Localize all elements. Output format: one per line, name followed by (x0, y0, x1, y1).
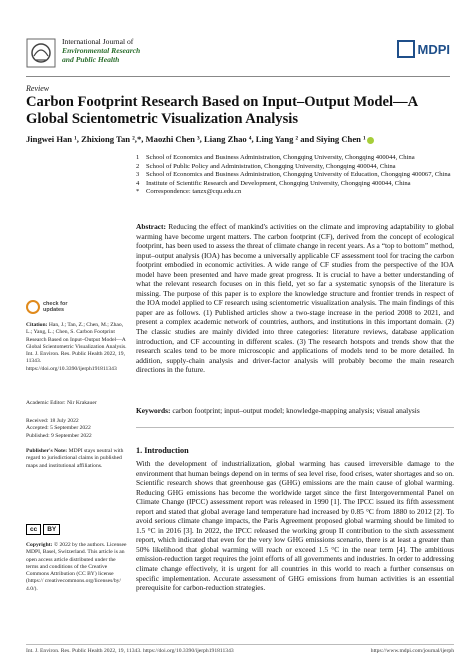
authors-text: Jingwei Han ¹, Zhixiong Tan ²,*, Maozhi Chen ³, Liang Zhao ⁴, Ling Yang ² and Siying Chen ¹ (26, 134, 366, 144)
correspondence: * Correspondence: tanzx@cqu.edu.cn (136, 188, 242, 196)
orcid-icon[interactable] (367, 137, 374, 144)
published-date: Published: 9 September 2022 (26, 432, 92, 439)
affiliations (136, 154, 456, 197)
mdpi-box-icon (397, 40, 415, 58)
footer-journal-link[interactable]: https://www.mdpi.com/journal/ijerph (370, 648, 454, 654)
received-date: Received: 18 July 2022 (26, 418, 79, 424)
citation: Citation: Han, J.; Tan, Z.; Chen, M.; Zhao, L.; Yang, L.; Chen, S. Carbon Footprint Research Based on Input–Output Model—A Global Scientometric Visualization Analysis. Int. J. Environ. Res. Public Health 2022, 19, 11343. https://doi.org/10.3390/ijerph191811343 (26, 322, 127, 372)
keywords-label: Keywords: (136, 406, 171, 415)
citation-text[interactable]: Han, J.; Tan, Z.; Chen, M.; Zhao, L.; Yang, L.; Chen, S. Carbon Footprint Research Based on Input–Output Model—A Global Scientometric Visualization Analysis. Int. J. Environ. Res. Public Health 2022, 19, 11343. https://doi.org/10.3390/ijerph191811343 (26, 322, 127, 372)
publisher-note: Publisher's Note: MDPI stays neutral with regard to jurisdictional claims in published maps and institutional affiliations. (26, 448, 124, 469)
footer-divider (26, 644, 454, 645)
affiliation-3: 3 School of Economics and Business Administration, Chongqing University of Education, Chongqing 400067, China (136, 171, 451, 179)
publisher-name: MDPI (417, 41, 450, 57)
by-icon: BY (43, 524, 60, 535)
intro-heading: 1. Introduction (136, 446, 189, 455)
footer-citation[interactable]: Int. J. Environ. Res. Public Health 2022, 19, 11343. https://doi.org/10.3390/ijerph191811343 (26, 648, 234, 654)
journal-logo (26, 38, 56, 68)
article-type: Review (26, 84, 50, 93)
copyright: Copyright: © 2022 by the authors. Licensee MDPI, Basel, Switzerland. This article is an open access article distributed under the terms and conditions of the Creative Commons Attribution (CC BY) license (https:// creativecommons.org/licenses/by/ 4.0/). (26, 542, 127, 592)
affiliation-1: 1 School of Economics and Business Administration, Chongqing University, Chongqing 400044, China (136, 154, 415, 161)
abstract-divider (136, 427, 454, 428)
author-list (26, 134, 456, 144)
check-updates-icon (26, 300, 40, 314)
journal-line-2: Environmental Research (62, 46, 141, 55)
academic-editor: Academic Editor: Nir Krakauer (26, 400, 97, 406)
affiliation-2: 2 School of Public Policy and Administration, Chongqing University, Chongqing 400044, China (136, 162, 396, 170)
intro-text: With the development of industrialization, global warming has caused irreversible damage to the environment that human beings depend on in terms of sea level rise, food crises, water shortages and so on. Scientific research shows that greenhouse gas (GHG) emissions are the main cause of global warming. Reducing GHG emissions has become the worldwide target since the first Intergovernmental Panel on Climate Change (IPCC) assessment report was released in 1990 [1]. The IPCC issued its fifth assessment report and stated that global average land temperature had increased by 0.85 °C from 1880 to 2012 [2]. To avoid serious climate change impacts, the Paris Agreement proposed global warming should be limited to 1.5 °C in 2016 [3]. In 2022, the IPCC released the working group II contribution to the sixth assessment report, which indicated that even for the very low GHG emissions scenario, there is at least a greater than 50% likelihood that global warming will reach or exceed 1.5 °C in the near term [4]. The ambitious emission-reduction target requires the joint efforts of all governments and industries. In order to addressing climate change effectively, it is urgent for all countries in this world to reach a further consensus on specific implementation. Accurate assessment of GHG emissions from human activities is an essential prerequisite for carbon-reduction strategies. (136, 459, 454, 593)
abstract-label: Abstract: (136, 222, 166, 231)
publication-dates (26, 418, 128, 440)
cc-by-badge[interactable] (26, 524, 60, 535)
header-divider (26, 76, 450, 77)
keywords (136, 406, 454, 416)
keywords-text: carbon footprint; input–output model; knowledge-mapping analysis; visual analysis (172, 406, 420, 415)
cc-icon: cc (26, 524, 41, 535)
page-footer (26, 648, 454, 654)
journal-name (62, 37, 140, 64)
article-title: Carbon Footprint Research Based on Input–Output Model—A Global Scientometric Visualization Analysis (26, 94, 418, 127)
publisher-logo (397, 40, 451, 58)
journal-line-1: International Journal of (62, 37, 134, 46)
abstract (136, 222, 454, 375)
check-for-updates[interactable]: check for updates (26, 300, 67, 314)
affiliation-4: 4 Institute of Scientific Research and Development, Chongqing University, Chongqing 400044, China (136, 179, 411, 187)
accepted-date: Accepted: 5 September 2022 (26, 425, 91, 432)
abstract-text: Reducing the effect of mankind's activities on the climate and improving adaptability to global warming have become urgent matters. The carbon footprint (CF), derived from the concept of ecological footprint, has been used to assess the threat of climate change in recent years. As a “top to bottom” method, input–output analysis (IOA) has become a universally applicable CF assessment tool for tracing the carbon footprint embodied in economic activities. A wide range of CF studies from the perspective of the IOA model have been presented and have made great progress. It is crucial to have a better understanding of what the relevant research focuses on in this field, yet so far a systematic synopsis of the literature is missing. The purpose of this paper is to explore the knowledge structure and frontier trends in respect of the IOA model applied to CF research using scientometric visualization analysis. The main findings of this paper are as follows. (1) Published articles show a two-stage increase in the period 2008 to 2021, and present a complex academic network of countries, authors, and institutions in this important domain. (2) The classic studies are mainly divided into three categories: literature reviews, database application introduction, and CF accounting in different scales. (3) The research hotspots and trends show that the research scales tend to be more microscopic and applications of models tend to be more detailed. In addition, supply-chain analysis and driver-factor analysis will probably become the main research directions in the future. (136, 222, 454, 375)
journal-line-3: and Public Health (62, 55, 120, 64)
